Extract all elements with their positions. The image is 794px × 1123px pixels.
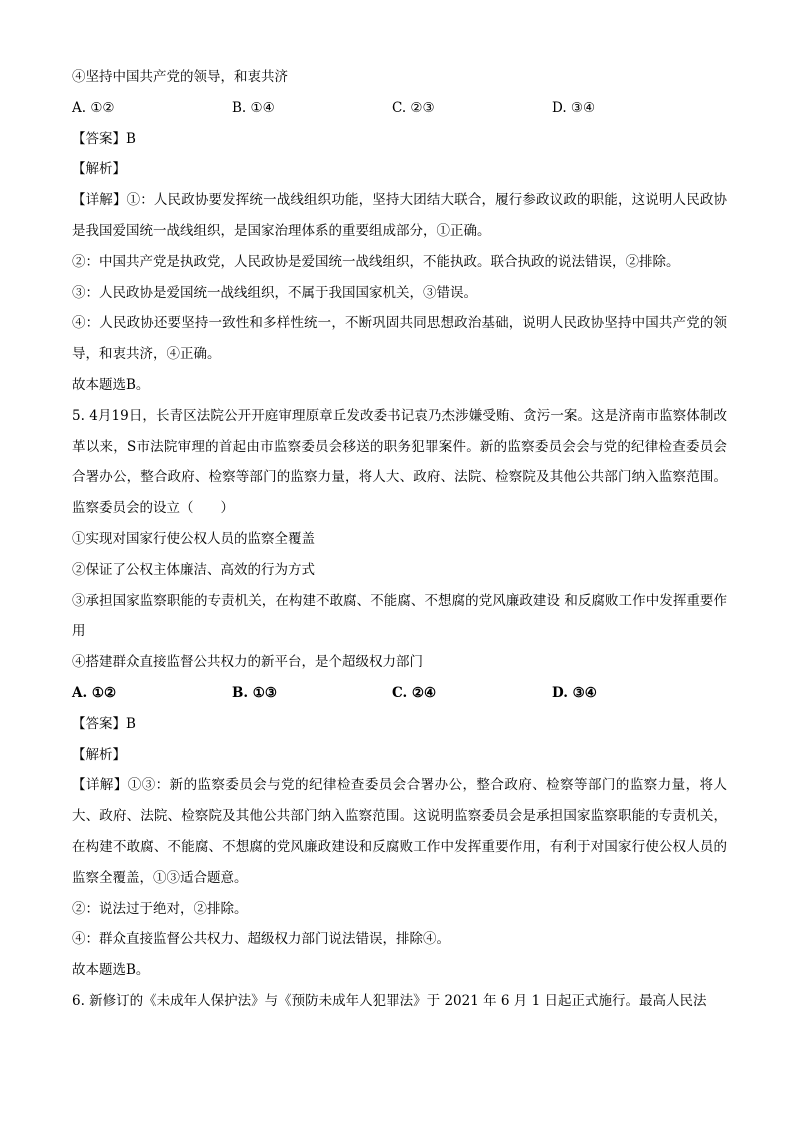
q5-detail-3: ④：群众直接监督公共权力、超级权力部门说法错误，排除④。 — [72, 931, 450, 948]
q5-option-3: ③承担国家监察职能的专责机关，在构建不敢腐、不能腐、不想腐的党风廉政建设 和反腐败工作中发挥重要作用 — [72, 592, 727, 640]
q4-conclusion: 故本题选B。 — [72, 376, 150, 393]
q4-choices — [72, 93, 727, 124]
q5-choice-d: D. ③④ — [552, 684, 597, 701]
q5-detail-2: ②：说法过于绝对，②排除。 — [72, 900, 248, 917]
q5-option-2: ②保证了公权主体廉洁、高效的行为方式 — [72, 561, 315, 578]
q4-detail-4: ④：人民政协还要坚持一致性和多样性统一，不断巩固共同思想政治基础，说明人民政协坚持中国共产党的领导，和衷共济，④正确。 — [72, 315, 727, 363]
q5-detail-1: 【详解】①③：新的监察委员会与党的纪律检查委员会合署办公，整合政府、检察等部门的监察力量，将人大、政府、法院、检察院及其他公共部门纳入监察范围。这说明监察委员会是承担国家监察职能的专责机关，在构建不敢腐、不能腐、不想腐的党风廉政建设和反腐败工作中发挥重要作用，有利于对国家行使公权人员的监察全覆盖，①③适合题意。 — [72, 777, 727, 886]
q4-detail-3: ③：人民政协是爱国统一战线组织，不属于我国国家机关，③错误。 — [72, 284, 477, 301]
q5-option-1: ①实现对国家行使公权人员的监察全覆盖 — [72, 530, 315, 547]
q5-choice-b: B. ①③ — [232, 684, 278, 701]
q4-analysis-text: 解析 — [85, 161, 113, 178]
q5-answer: 【答案】B — [72, 715, 136, 732]
q5-conclusion: 故本题选B。 — [72, 962, 150, 979]
q4-option-4: ④坚持中国共产党的领导，和衷共济 — [72, 69, 288, 85]
q5-choices — [72, 678, 727, 709]
q4-choice-b: B. ①④ — [232, 99, 275, 116]
q4-analysis-label: 【解析】 — [72, 161, 126, 178]
q5-stem: 5. 4月19日，长青区法院公开开庭审理原章丘发改委书记袁乃杰涉嫌受贿、贪污一案。这是济南市监察体制改革以来，S市法院审理的首起由市监察委员会移送的职务犯罪案件。新的监察委员会会与党的纪律检查委员会合署办公，整合政府、检察等部门的监察力量，将人大、政府、法院、检察院及其他公共部门纳入监察范围。监察委员会的设立（ ） — [72, 407, 727, 517]
q5-analysis-label: 【解析】 — [72, 746, 126, 763]
q4-choice-d: D. ③④ — [552, 99, 596, 116]
document-page — [72, 62, 727, 1017]
q4-detail-1: 【详解】①：人民政协要发挥统一战线组织功能，坚持大团结大联合，履行参政议政的职能，这说明人民政协是我国爱国统一战线组织，是国家治理体系的重要组成部分，①正确。 — [72, 192, 727, 239]
q5-analysis-text: 解析 — [85, 746, 113, 763]
q4-answer: 【答案】B — [72, 130, 136, 147]
q4-detail-2: ②：中国共产党是执政党，人民政协是爱国统一战线组织，不能执政。联合执政的说法错误，②排除。 — [72, 253, 680, 270]
q4-choice-a: A. ①② — [72, 99, 115, 116]
q6-stem: 6. 新修订的《未成年人保护法》与《预防未成年人犯罪法》于 2021 年 6 月 1 日起正式施行。最高人民法 — [72, 992, 707, 1009]
q5-choice-c: C. ②④ — [392, 684, 437, 701]
q5-choice-a: A. ①② — [72, 684, 117, 701]
q5-option-4: ④搭建群众直接监督公共权力的新平台，是个超级权力部门 — [72, 654, 423, 671]
q4-choice-c: C. ②③ — [392, 99, 435, 116]
